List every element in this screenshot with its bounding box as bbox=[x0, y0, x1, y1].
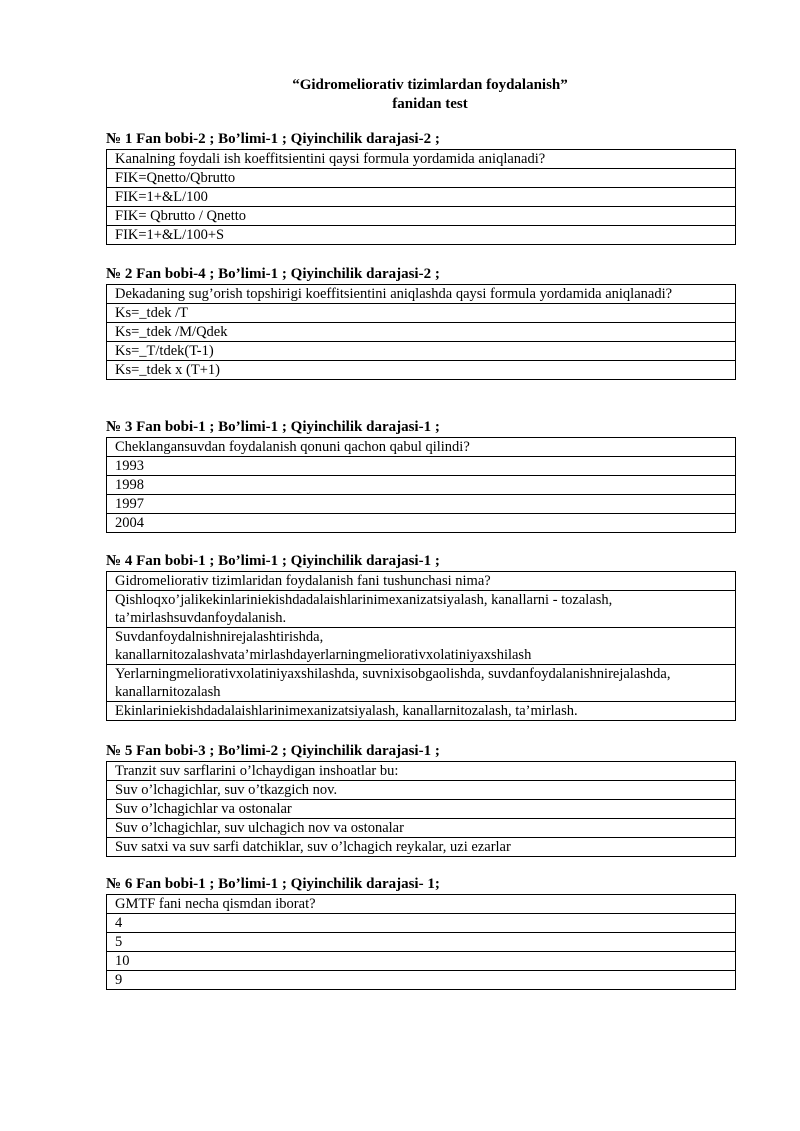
answer-option: 9 bbox=[107, 971, 736, 990]
answer-row bbox=[107, 933, 736, 952]
question-row bbox=[107, 285, 736, 304]
answer-option: 1993 bbox=[107, 457, 736, 476]
answer-option: Ks=_tdek /M/Qdek bbox=[107, 323, 736, 342]
question-text: Tranzit suv sarflarini o’lchaydigan inshoatlar bu: bbox=[107, 762, 736, 781]
question-header: № 4 Fan bobi-1 ; Bo’limi-1 ; Qiyinchilik darajasi-1 ; bbox=[106, 553, 440, 569]
answer-row bbox=[107, 304, 736, 323]
title-line-2: fanidan test bbox=[392, 96, 468, 112]
document-title bbox=[0, 76, 800, 114]
question-header: № 2 Fan bobi-4 ; Bo’limi-1 ; Qiyinchilik darajasi-2 ; bbox=[106, 266, 440, 282]
answer-row bbox=[107, 457, 736, 476]
answer-row bbox=[107, 952, 736, 971]
question-header: № 3 Fan bobi-1 ; Bo’limi-1 ; Qiyinchilik darajasi-1 ; bbox=[106, 419, 440, 435]
question-header: № 6 Fan bobi-1 ; Bo’limi-1 ; Qiyinchilik darajasi- 1; bbox=[106, 876, 440, 892]
answer-option: Ekinlariniekishdadalaishlarinimexanizatsiyalash, kanallarnitozalash, ta’mirlash. bbox=[107, 702, 736, 721]
question-block-5 bbox=[106, 743, 736, 857]
question-block-4 bbox=[106, 553, 736, 721]
question-table bbox=[106, 894, 736, 990]
answer-row bbox=[107, 226, 736, 245]
question-text: GMTF fani necha qismdan iborat? bbox=[107, 895, 736, 914]
answer-row bbox=[107, 628, 736, 665]
question-block-6 bbox=[106, 876, 736, 990]
answer-option: FIK=1+&L/100+S bbox=[107, 226, 736, 245]
question-table bbox=[106, 284, 736, 380]
answer-option: Suvdanfoydalnishnirejalashtirishda, kanallarnitozalashvata’mirlashdayerlarningmeliorativxolatiniyaxshilash bbox=[107, 628, 736, 665]
answer-option: Ks=_tdek /T bbox=[107, 304, 736, 323]
question-header: № 5 Fan bobi-3 ; Bo’limi-2 ; Qiyinchilik darajasi-1 ; bbox=[106, 743, 440, 759]
answer-option: Ks=_T/tdek(T-1) bbox=[107, 342, 736, 361]
answer-row bbox=[107, 188, 736, 207]
answer-row bbox=[107, 665, 736, 702]
answer-row bbox=[107, 476, 736, 495]
question-text: Dekadaning sug’orish topshirigi koeffitsientini aniqlashda qaysi formula yordamida aniqlanadi? bbox=[107, 285, 736, 304]
answer-row bbox=[107, 495, 736, 514]
question-block-2 bbox=[106, 266, 736, 380]
answer-row bbox=[107, 971, 736, 990]
answer-option: 1998 bbox=[107, 476, 736, 495]
answer-option: 5 bbox=[107, 933, 736, 952]
answer-row bbox=[107, 702, 736, 721]
question-table bbox=[106, 761, 736, 857]
answer-option: Ks=_tdek x (T+1) bbox=[107, 361, 736, 380]
question-header: № 1 Fan bobi-2 ; Bo’limi-1 ; Qiyinchilik darajasi-2 ; bbox=[106, 131, 440, 147]
question-row bbox=[107, 762, 736, 781]
answer-row bbox=[107, 514, 736, 533]
question-table bbox=[106, 437, 736, 533]
question-text: Cheklangansuvdan foydalanish qonuni qachon qabul qilindi? bbox=[107, 438, 736, 457]
question-table bbox=[106, 571, 736, 721]
answer-option: 2004 bbox=[107, 514, 736, 533]
answer-option: Suv o’lchagichlar va ostonalar bbox=[107, 800, 736, 819]
answer-option: FIK=1+&L/100 bbox=[107, 188, 736, 207]
answer-option: FIK= Qbrutto / Qnetto bbox=[107, 207, 736, 226]
answer-row bbox=[107, 361, 736, 380]
title-line-1: “Gidromeliorativ tizimlardan foydalanish” bbox=[292, 77, 568, 93]
question-table bbox=[106, 149, 736, 245]
question-block-1 bbox=[106, 131, 736, 245]
answer-row bbox=[107, 207, 736, 226]
answer-option: Yerlarningmeliorativxolatiniyaxshilashda, suvnixisobgaolishda, suvdanfoydalanishnirejalashda, kanallarnitozalash bbox=[107, 665, 736, 702]
answer-option: 1997 bbox=[107, 495, 736, 514]
answer-row bbox=[107, 781, 736, 800]
answer-row bbox=[107, 800, 736, 819]
question-text: Kanalning foydali ish koeffitsientini qaysi formula yordamida aniqlanadi? bbox=[107, 150, 736, 169]
answer-row bbox=[107, 323, 736, 342]
answer-row bbox=[107, 169, 736, 188]
answer-option: FIK=Qnetto/Qbrutto bbox=[107, 169, 736, 188]
answer-row bbox=[107, 819, 736, 838]
answer-option: 4 bbox=[107, 914, 736, 933]
question-row bbox=[107, 438, 736, 457]
answer-option: Qishloqxo’jalikekinlariniekishdadalaishlarinimexanizatsiyalash, kanallarni - tozalash, ta’mirlashsuvdanfoydalanish. bbox=[107, 591, 736, 628]
answer-row bbox=[107, 838, 736, 857]
question-text: Gidromeliorativ tizimlaridan foydalanish fani tushunchasi nima? bbox=[107, 572, 736, 591]
answer-row bbox=[107, 914, 736, 933]
answer-option: 10 bbox=[107, 952, 736, 971]
question-row bbox=[107, 150, 736, 169]
question-block-3 bbox=[106, 419, 736, 533]
question-row bbox=[107, 572, 736, 591]
question-row bbox=[107, 895, 736, 914]
answer-option: Suv satxi va suv sarfi datchiklar, suv o’lchagich reykalar, uzi ezarlar bbox=[107, 838, 736, 857]
answer-option: Suv o’lchagichlar, suv ulchagich nov va ostonalar bbox=[107, 819, 736, 838]
answer-row bbox=[107, 591, 736, 628]
answer-option: Suv o’lchagichlar, suv o’tkazgich nov. bbox=[107, 781, 736, 800]
answer-row bbox=[107, 342, 736, 361]
